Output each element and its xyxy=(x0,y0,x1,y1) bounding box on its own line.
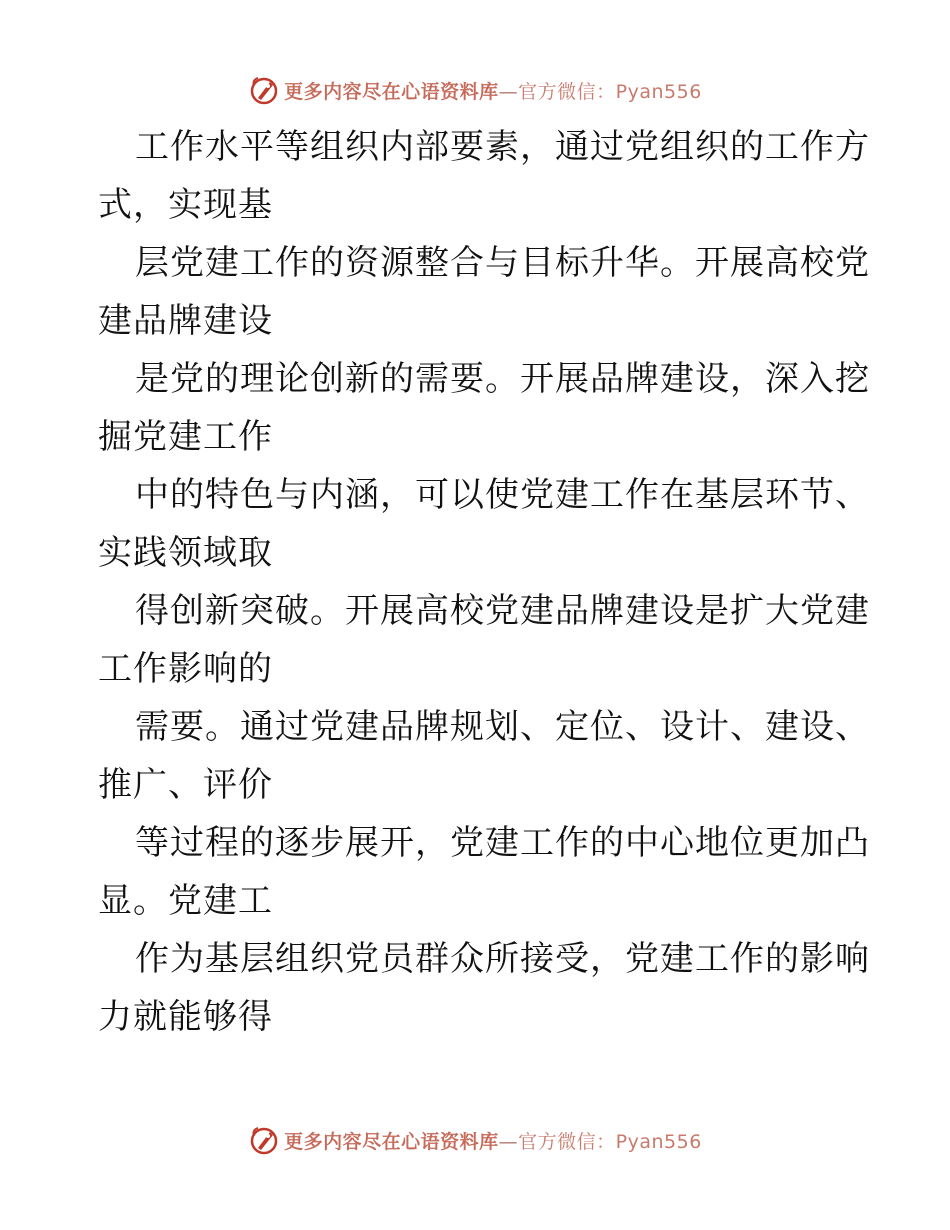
pen-nib-logo-icon xyxy=(248,74,280,106)
watermark-main-text: 更多内容尽在心语资料库 xyxy=(284,1130,499,1153)
text-line-10: 工作影响的 xyxy=(98,649,273,689)
header-watermark-text xyxy=(284,77,702,104)
text-line-13: 等过程的逐步展开，党建工作的中心地位更加凸 xyxy=(135,823,870,863)
document-body xyxy=(98,118,870,1046)
text-line-7: 中的特色与内涵，可以使党建工作在基层环节、 xyxy=(135,475,870,515)
footer-watermark-text xyxy=(284,1127,702,1154)
text-line-14: 显。党建工 xyxy=(98,881,273,921)
watermark-dash: — xyxy=(498,1130,519,1153)
text-line-4: 建品牌建设 xyxy=(98,301,273,341)
watermark-wechat-text: 官方微信：Pyan556 xyxy=(518,1130,702,1153)
watermark-main-text: 更多内容尽在心语资料库 xyxy=(284,80,499,103)
page-header-watermark xyxy=(0,70,950,110)
text-line-12: 推广、评价 xyxy=(98,765,273,805)
text-line-2: 式，实现基 xyxy=(98,185,273,225)
text-line-5: 是党的理论创新的需要。开展品牌建设，深入挖 xyxy=(135,359,870,399)
pen-nib-logo-icon xyxy=(248,1124,280,1156)
text-line-3: 层党建工作的资源整合与目标升华。开展高校党 xyxy=(135,243,870,283)
watermark-dash: — xyxy=(498,80,519,103)
watermark-wechat-text: 官方微信：Pyan556 xyxy=(518,80,702,103)
text-line-11: 需要。通过党建品牌规划、定位、设计、建设、 xyxy=(135,707,870,747)
text-line-6: 掘党建工作 xyxy=(98,417,273,457)
text-line-9: 得创新突破。开展高校党建品牌建设是扩大党建 xyxy=(135,591,870,631)
text-line-1: 工作水平等组织内部要素，通过党组织的工作方 xyxy=(135,127,870,167)
page-footer-watermark xyxy=(0,1120,950,1160)
text-line-15: 作为基层组织党员群众所接受，党建工作的影响 xyxy=(135,939,870,979)
text-line-8: 实践领域取 xyxy=(98,533,273,573)
text-line-16: 力就能够得 xyxy=(98,997,273,1037)
